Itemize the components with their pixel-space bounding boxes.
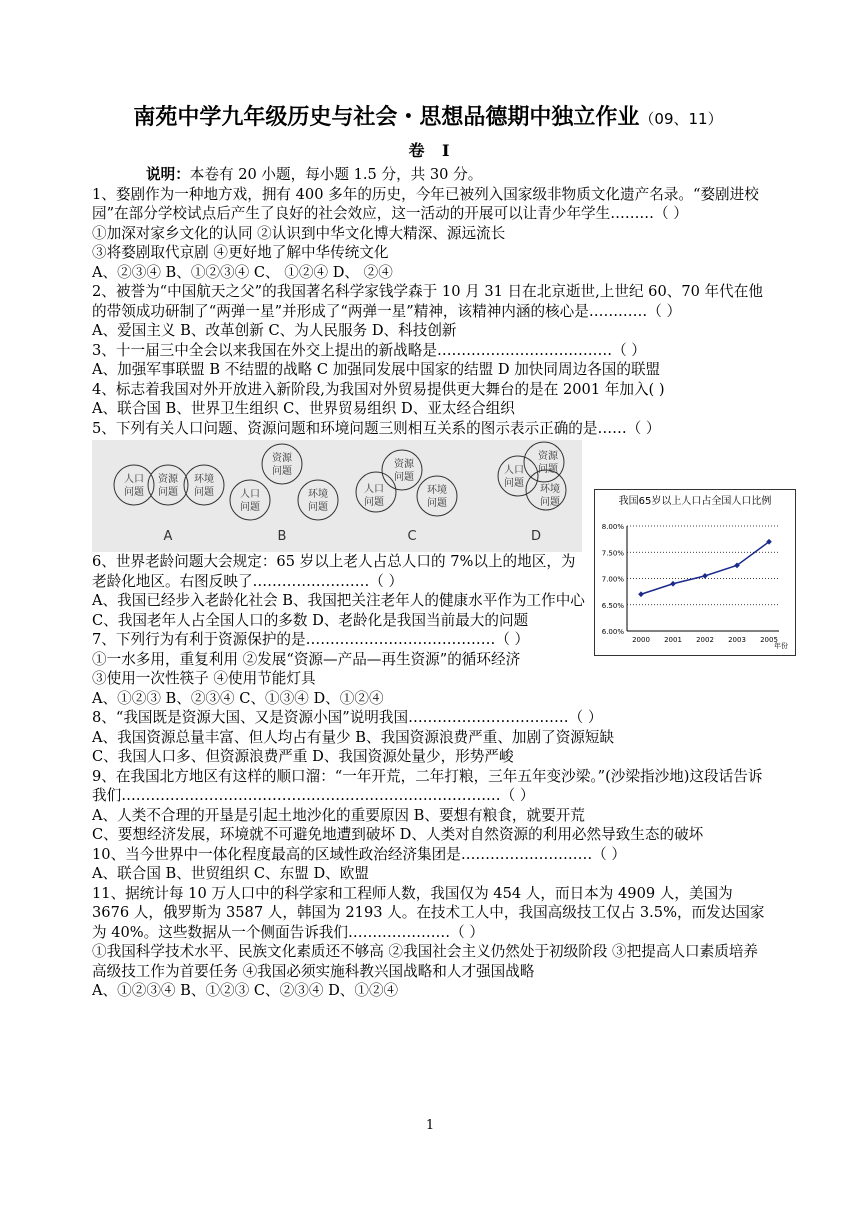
chart-series-line <box>641 542 769 595</box>
venn-d-t1b: 问题 <box>504 478 524 489</box>
venn-c-t1b: 问题 <box>394 472 414 483</box>
venn-c-circle-1 <box>382 450 422 490</box>
volume-heading: 卷 Ⅰ <box>408 141 456 160</box>
venn-a-t1b: 问题 <box>124 487 144 498</box>
q9-answers-2: C、要想经济发展，环境就不可避免地遭到破坏 D、人类对自然资源的利用必然导致生态的破坏 <box>92 826 704 843</box>
q6-answers-2: C、我国老年人占全国人口的多数 D、老龄化是我国当前最大的问题 <box>92 611 529 629</box>
q6-stem: 6、世界老龄问题大会规定：65 岁以上老人占总人口的 7%以上的地区，为老龄化地区。右图反映了……………………（ ） <box>92 553 576 590</box>
q10-stem: 10、当今世界中一体化程度最高的区域性政治经济集团是………………………（ ） <box>92 845 626 863</box>
q1-options-2: ③将婺剧取代京剧 ④更好地了解中华传统文化 <box>92 244 389 261</box>
chart-y-tick-label: 8.00% <box>601 523 624 531</box>
instructions <box>92 165 772 185</box>
q3-choices: A、加强军事联盟 B 不结盟的战略 C 加强同发展中国家的结盟 D 加快同周边各国的联盟 <box>92 361 661 378</box>
q2-choices: A、爱国主义 B、改革创新 C、为人民服务 D、科技创新 <box>92 322 457 339</box>
venn-d-circle-2 <box>524 442 564 482</box>
venn-b-t1b: 问题 <box>272 466 292 477</box>
venn-a-t2a: 资源 <box>158 474 178 485</box>
venn-label-b: B <box>277 529 287 544</box>
q1-choices: A、②③④ B、①②③④ C、 ①②④ D、 ②④ <box>92 263 393 281</box>
venn-c-t1a: 资源 <box>394 459 414 470</box>
venn-b-t1a: 资源 <box>272 453 292 464</box>
venn-a-circle-3 <box>184 465 224 505</box>
q4-choices: A、联合国 B、世界卫生组织 C、世界贸易组织 D、亚太经合组织 <box>92 400 515 417</box>
venn-a-t1a: 人口 <box>124 474 144 485</box>
q3-stem: 3、十一届三中全会以来我国在外交上提出的新战略是………………………………（ ） <box>92 341 646 359</box>
chart-y-tick-label: 7.00% <box>601 575 624 584</box>
venn-svg <box>92 440 582 552</box>
chart-x-tick-label: 2000 <box>632 636 650 644</box>
q11-choices: A、①②③④ B、①②③ C、②③④ D、①②④ <box>92 982 399 999</box>
q7-options-1: ①一水多用，重复利用 ②发展“资源—产品—再生资源”的循环经济 <box>92 650 521 668</box>
chart-x-tick-label: 2002 <box>696 636 714 644</box>
chart-x-tick-label: 2005 <box>760 636 778 644</box>
aging-chart <box>594 489 796 656</box>
chart-data-point <box>670 581 676 587</box>
venn-a-t2b: 问题 <box>158 487 178 498</box>
q8-answers-2: C、我国人口多、但资源浪费严重 D、我国资源处量少，形势严峻 <box>92 748 514 765</box>
q7-choices: A、①②③ B、②③④ C、①③④ D、①②④ <box>92 689 384 707</box>
venn-diagrams <box>92 440 582 552</box>
venn-d-t2a: 资源 <box>538 451 558 462</box>
venn-b-t2b: 问题 <box>240 502 260 513</box>
venn-a <box>114 465 224 505</box>
chart-y-tick-label: 7.50% <box>601 549 624 558</box>
chart-title: 我国65岁以上人口占全国人口比例 <box>618 496 772 507</box>
q6-answers-1: A、我国已经步入老龄化社会 B、我国把关注老年人的健康水平作为工作中心 <box>92 592 585 609</box>
chart-x-suffix: 年份 <box>774 642 788 650</box>
q11-stem: 11、据统计每 10 万人口中的科学家和工程师人数，我国仅为 454 人，而日本为 4909 人，美国为 3676 人，俄罗斯为 3587 人，韩国为 2193 人。在技术工人中，我国高级技工仅占 3.5%，而发达国家为 40%。这些数据从一个侧面告诉我们…………………（ ） <box>92 884 765 941</box>
page-number: 1 <box>425 1118 435 1133</box>
venn-c-t2a: 人口 <box>364 484 384 495</box>
chart-y-tick-label: 6.50% <box>601 601 624 610</box>
venn-a-t3b: 问题 <box>194 487 214 498</box>
venn-b-t2a: 人口 <box>240 489 260 500</box>
chart-x-tick-label: 2003 <box>728 636 746 644</box>
q9-answers-1: A、人类不合理的开垦是引起土地沙化的重要原因 B、要想有粮食，就要开荒 <box>92 806 585 824</box>
instructions-text: 本卷有 20 小题，每小题 1.5 分，共 30 分。 <box>189 166 483 183</box>
venn-b-t3a: 环境 <box>308 489 328 500</box>
chart-data-point <box>702 573 708 579</box>
chart-y-tick-label: 6.00% <box>601 628 624 636</box>
venn-a-t3a: 环境 <box>194 474 214 485</box>
q11-options: ①我国科学技术水平、民族文化素质还不够高 ②我国社会主义仍然处于初级阶段 ③把提高人口素质培养高级技工作为首要任务 ④我国必须实施科教兴国战略和人才强国战略 <box>92 943 759 980</box>
venn-label-a: A <box>163 529 173 544</box>
title-date: （09、11） <box>639 110 723 128</box>
venn-d-t1a: 人口 <box>504 465 524 476</box>
q8-answers-1: A、我国资源总量丰富、但人均占有量少 B、我国资源浪费严重、加剧了资源短缺 <box>92 728 615 746</box>
venn-c-t3b: 问题 <box>427 498 447 509</box>
venn-label-d: D <box>530 529 542 544</box>
venn-c-circle-3 <box>417 476 457 516</box>
chart-x-tick-label: 2001 <box>664 636 682 644</box>
q1-options-1: ①加深对家乡文化的认同 ②认识到中华文化博大精深、源远流长 <box>92 224 506 242</box>
q4-stem: 4、标志着我国对外开放进入新阶段,为我国对外贸易提供更大舞台的是在 2001 年加入( ) <box>92 380 665 398</box>
venn-c-t3a: 环境 <box>427 485 447 496</box>
q8-stem: 8、“我国既是资源大国、又是资源小国”说明我国……………………………（ ） <box>92 709 603 726</box>
title-main: 南苑中学九年级历史与社会・思想品德期中独立作业 <box>133 105 640 130</box>
venn-d-t3a: 环境 <box>540 484 560 495</box>
q10-choices: A、联合国 B、世贸组织 C、东盟 D、欧盟 <box>92 865 369 882</box>
q7-stem: 7、下列行为有利于资源保护的是…………………………………（ ） <box>92 631 530 648</box>
q1-stem: 1、婺剧作为一种地方戏，拥有 400 多年的历史，今年已被列入国家级非物质文化遗产名录。“婺剧进校园”在部分学校试点后产生了良好的社会效应，这一活动的开展可以让青少年学生………（ ） <box>92 185 759 222</box>
venn-b-circle-1 <box>262 444 302 484</box>
q7-options-2: ③使用一次性筷子 ④使用节能灯具 <box>92 670 316 687</box>
venn-b-t3b: 问题 <box>308 502 328 513</box>
instructions-label: 说明： <box>146 166 190 183</box>
venn-b-circle-2 <box>230 480 270 520</box>
q5-stem: 5、下列有关人口问题、资源问题和环境问题三则相互关系的图示表示正确的是……（ ） <box>92 419 661 437</box>
page-title <box>84 100 772 137</box>
chart-data-point <box>638 591 644 597</box>
q2-stem: 2、被誉为“中国航天之父”的我国著名科学家钱学森于 10 月 31 日在北京逝世,上世纪 60、70 年代在他的带领成功研制了“两弹一星”并形成了“两弹一星”精神，该精神内涵的核心是…………（ ） <box>92 283 763 320</box>
venn-b-circle-3 <box>298 480 338 520</box>
venn-c-t2b: 问题 <box>364 497 384 508</box>
venn-d-t3b: 问题 <box>540 497 560 508</box>
q9-stem: 9、在我国北方地区有这样的顺口溜：“一年开荒，二年打粮，三年五年变沙梁。”(沙梁指沙地)这段话告诉我们……………………………………………………………………（ ） <box>92 767 763 804</box>
aging-chart-svg <box>595 490 795 655</box>
venn-label-c: C <box>407 529 417 544</box>
venn-d-t2b: 问题 <box>538 464 558 475</box>
